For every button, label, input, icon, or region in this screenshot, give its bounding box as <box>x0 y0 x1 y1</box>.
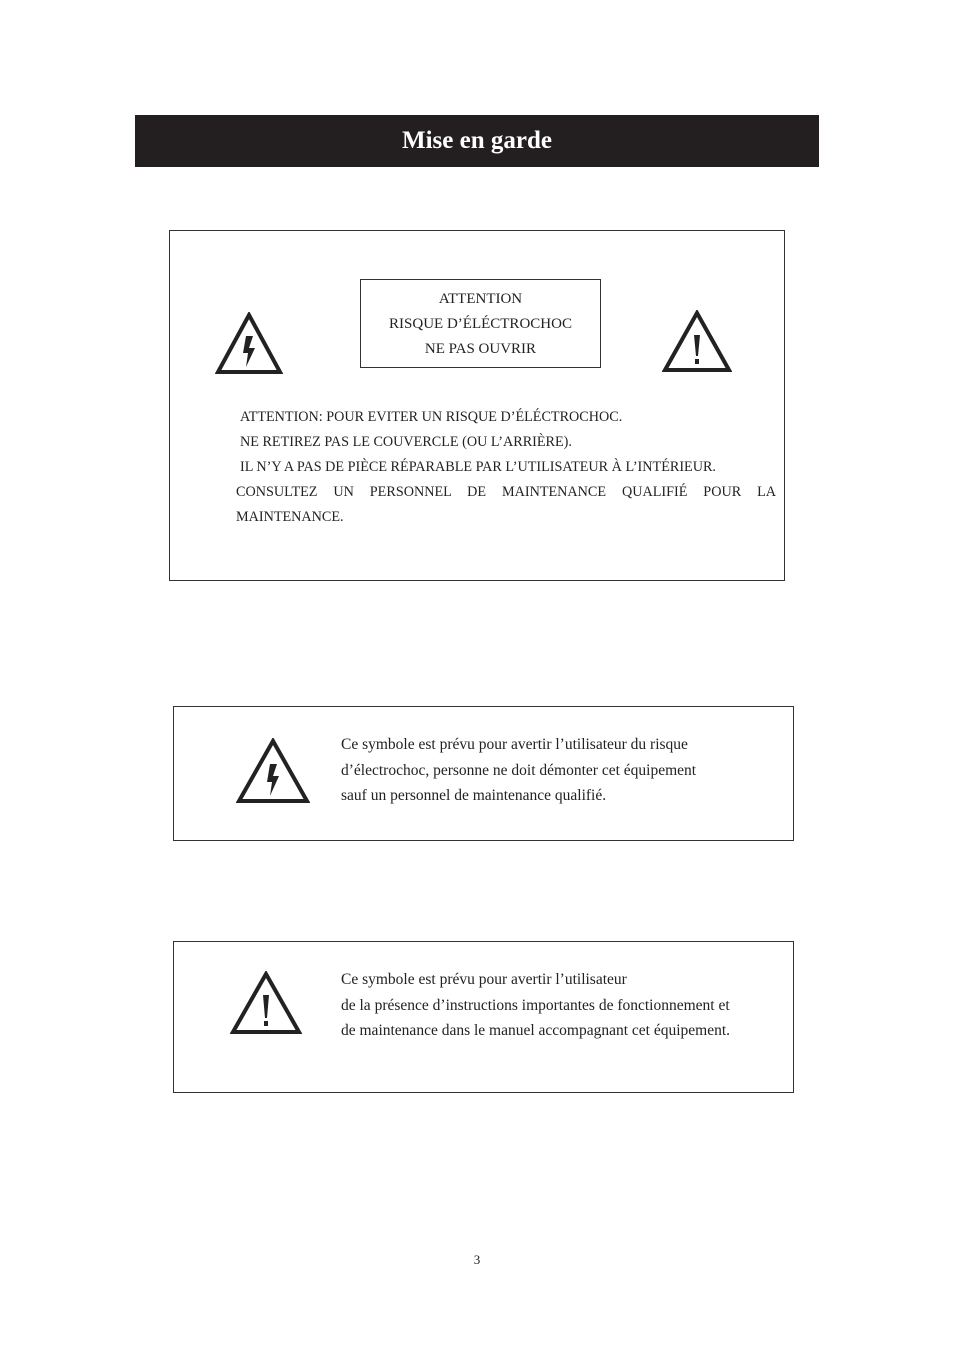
description-line: sauf un personnel de maintenance qualifié. <box>341 787 607 804</box>
warning-text <box>236 405 776 530</box>
warning-line: NE RETIREZ PAS LE COUVERCLE (OU L’ARRIÈRE). <box>240 434 572 450</box>
description-line: Ce symbole est prévu pour avertir l’utilisateur <box>341 971 627 988</box>
warning-line: MAINTENANCE. <box>236 509 344 525</box>
exclamation-warning-icon <box>662 310 732 372</box>
lightning-warning-icon <box>215 312 283 374</box>
caution-label-line: RISQUE D’ÉLÉCTROCHOC <box>389 316 572 332</box>
description-line: d’électrochoc, personne ne doit démonter cet équipement <box>341 761 697 779</box>
description-line: Ce symbole est prévu pour avertir l’utilisateur du risque <box>341 736 688 753</box>
caution-label <box>360 279 601 368</box>
warning-line: ATTENTION: POUR EVITER UN RISQUE D’ÉLÉCTROCHOC. <box>240 409 623 425</box>
exclamation-warning-icon <box>230 971 302 1035</box>
description-line: de maintenance dans le manuel accompagnant cet équipement. <box>341 1022 731 1039</box>
shock-symbol-description <box>341 732 696 809</box>
warning-line: IL N’Y A PAS DE PIÈCE RÉPARABLE PAR L’UTILISATEUR À L’INTÉRIEUR. <box>240 459 716 475</box>
caution-label-line: NE PAS OUVRIR <box>424 341 537 357</box>
lightning-warning-icon <box>236 738 310 804</box>
description-line: de la présence d’instructions importantes de fonctionnement et <box>341 996 730 1014</box>
page-title: Mise en garde <box>135 115 819 167</box>
page-number: 3 <box>473 1252 481 1267</box>
warning-line: CONSULTEZ UN PERSONNEL DE MAINTENANCE QUALIFIÉ POUR LA <box>236 484 776 500</box>
exclamation-symbol-description <box>341 967 730 1044</box>
caution-label-line: ATTENTION <box>438 291 523 307</box>
